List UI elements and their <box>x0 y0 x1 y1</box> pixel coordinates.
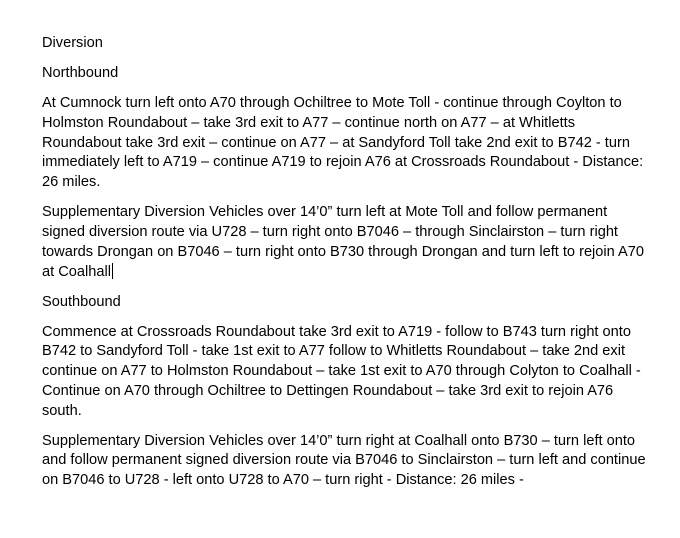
northbound-route-paragraph: At Cumnock turn left onto A70 through Ochiltree to Mote Toll - continue through Coylton to Holmston Roundabout – take 3rd exit to A77 – continue north on A77 – at Whitletts Roundabout take 3rd exit – continue on A77 – at Sandyford Toll take 2nd exit to B742 - turn immediately left to A719 – continue A719 to rejoin A76 at Crossroads Roundabout - Distance: 26 miles. <box>42 94 644 191</box>
northbound-supplementary-paragraph[interactable] <box>42 203 647 282</box>
southbound-heading: Southbound <box>42 293 121 310</box>
diversion-heading: Diversion <box>42 35 103 51</box>
northbound-heading: Northbound <box>42 64 119 81</box>
southbound-supplementary-paragraph: Supplementary Diversion Vehicles over 14’0” turn right at Coalhall onto B730 – turn left onto and follow permanent signed diversion route via B7046 to Sinclairston – turn left and continue on B7046 to U728 - left onto U728 to A70 – turn right - Distance: 26 miles - <box>42 432 646 489</box>
northbound-supplementary-text: Supplementary Diversion Vehicles over 14’0” turn left at Mote Toll and follow permanent signed diversion route via U728 – turn right onto B7046 – through Sinclairston – turn right towards Drongan on B7046 – turn right onto B730 through Drongan and turn left to rejoin A70 at Coalhall <box>42 204 644 280</box>
document-body[interactable] <box>42 34 647 501</box>
southbound-route-paragraph: Commence at Crossroads Roundabout take 3rd exit to A719 - follow to B743 turn right onto B742 to Sandyford Toll - take 1st exit to A77 follow to Whitletts Roundabout – take 2nd exit continue on A77 to Holmston Roundabout – take 1st exit to A70 through Colyton to Coalhall - Continue on A70 through Ochiltree to Dettingen Roundabout – take 3rd exit to rejoin A76 south. <box>42 323 641 419</box>
text-cursor <box>112 263 113 279</box>
